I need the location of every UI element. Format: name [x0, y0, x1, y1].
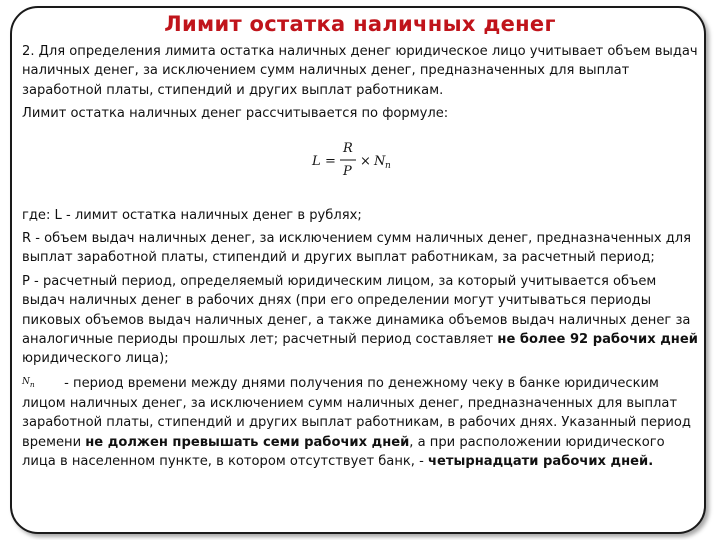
slide-body	[22, 42, 698, 476]
formula-equals: =	[325, 153, 336, 169]
definition-P	[22, 272, 698, 369]
definition-N-symbol-main: N	[22, 376, 30, 387]
definition-N-bold1: не должен превышать семи рабочих дней	[85, 434, 410, 450]
definition-N-symbol	[22, 373, 60, 394]
definition-N-bold2: четырнадцати рабочих дней.	[428, 454, 654, 470]
definition-L: где: L - лимит остатка наличных денег в рублях;	[22, 207, 362, 223]
definition-N	[22, 373, 698, 472]
formula-block	[22, 128, 698, 206]
definition-R: R - объем выдач наличных денег, за исключением сумм наличных денег, предназначенных для выплат заработной платы, стипендий и других выплат работникам, за расчетный период;	[22, 231, 692, 266]
formula-lhs: L	[312, 153, 321, 169]
definition-N-symbol-sub: n	[29, 379, 35, 389]
formula-numerator: R	[343, 140, 353, 156]
paragraph-formula-intro: Лимит остатка наличных денег рассчитывается по формуле:	[22, 106, 449, 122]
formula	[310, 132, 430, 192]
formula-times: ×	[360, 153, 371, 169]
definition-N-text2: , а при расположении юридического лица в населенном пункте, в котором отсутствует банк, -	[22, 434, 665, 470]
definition-N-text1: - период времени между днями получения по денежному чеку в банке юридическим лицом наличных денег, за исключением сумм наличных денег, предназначенных для выплат заработной платы, стипендий и других выплат работникам, в рабочих днях. Указанный период времени	[22, 375, 691, 450]
definition-P-end: юридического лица);	[22, 351, 169, 367]
slide-title: Лимит остатка наличных денег	[164, 12, 556, 36]
formula-factor-sub: n	[385, 160, 391, 171]
formula-factor: N	[374, 153, 386, 169]
definition-P-text: P - расчетный период, определяемый юридическим лицом, за который учитывается объем выдач наличных денег в рабочих днях (при его определении могут учитываться периоды пиковых объемов выдач наличных денег, а также динамика объемов выдач наличных денег за аналогичные периоды прошлых лет; расчетный период составляет	[22, 273, 691, 348]
definition-P-bold: не более 92 рабочих дней	[497, 332, 698, 348]
formula-denominator: P	[343, 163, 352, 179]
paragraph-intro: 2. Для определения лимита остатка наличных денег юридическое лицо учитывает объем выдач наличных денег, за исключением сумм наличных денег, предназначенных для выплат заработной платы, стипендий и других выплат работникам.	[22, 44, 698, 98]
